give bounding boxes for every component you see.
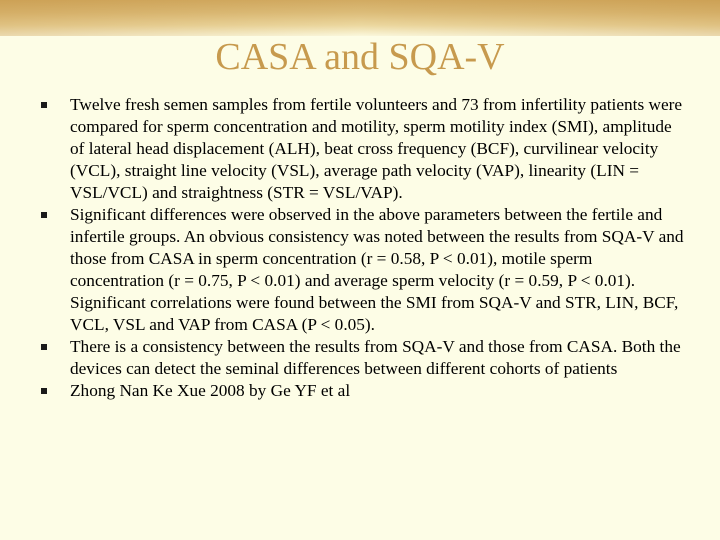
bullet-item-citation [40, 380, 690, 402]
decorative-top-band [0, 0, 720, 36]
slide-title: CASA and SQA-V [215, 36, 505, 78]
bullet-item-conclusion [40, 336, 690, 380]
bullet-item-study-design [40, 94, 690, 204]
bullet-list [40, 94, 690, 402]
square-bullet-icon [41, 212, 47, 218]
bullet-text: Zhong Nan Ke Xue 2008 by Ge YF et al [70, 381, 351, 400]
bullet-item-results [40, 204, 690, 336]
square-bullet-icon [41, 388, 47, 394]
square-bullet-icon [41, 344, 47, 350]
bullet-text: Significant differences were observed in the above parameters between the fertile and infertile groups. An obvious consistency was noted between the results from SQA-V and those from CASA in sperm concentration (r = 0.58, P < 0.01), motile sperm concentration (r = 0.75, P < 0.01) and average sperm velocity (r = 0.59, P < 0.01). Significant correlations were found between the SMI from SQA-V and STR, LIN, BCF, VCL, VSL and VAP from CASA (P < 0.05). [70, 205, 684, 334]
bullet-text: Twelve fresh semen samples from fertile volunteers and 73 from infertility patients were compared for sperm concentration and motility, sperm motility index (SMI), amplitude of lateral head displacement (ALH), beat cross frequency (BCF), curvilinear velocity (VCL), straight line velocity (VSL), average path velocity (VAP), linearity (LIN = VSL/VCL) and straightness (STR = VSL/VAP). [70, 95, 683, 202]
bullet-text: There is a consistency between the results from SQA-V and those from CASA. Both the devices can detect the seminal differences between different cohorts of patients [70, 337, 681, 378]
square-bullet-icon [41, 102, 47, 108]
